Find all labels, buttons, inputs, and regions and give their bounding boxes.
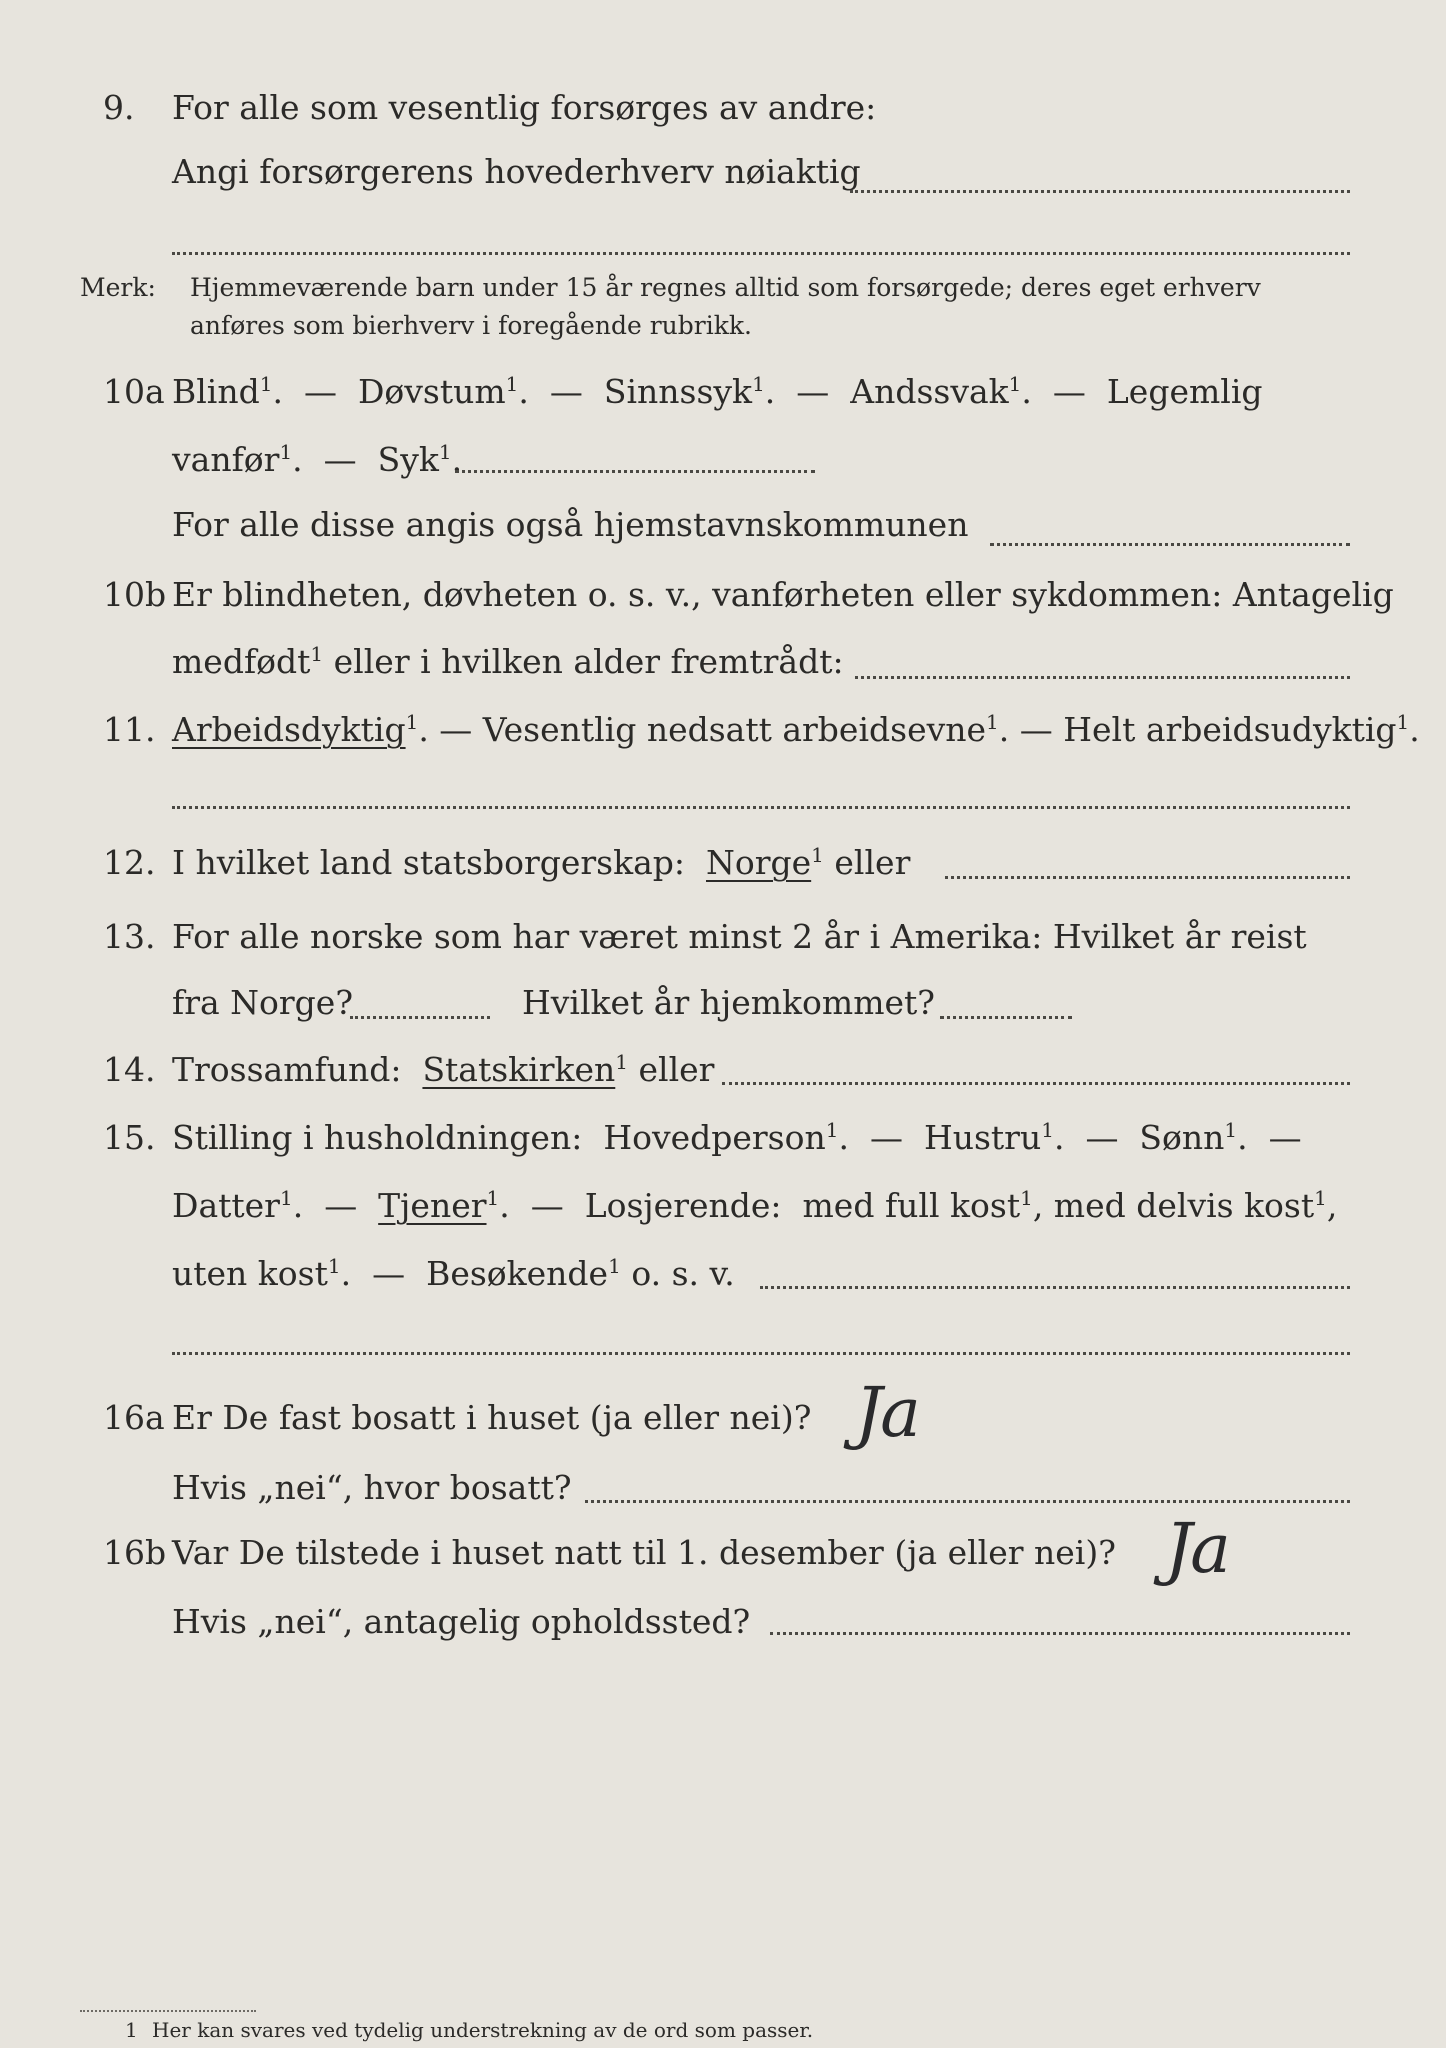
q10b-number: 10b bbox=[103, 575, 167, 614]
q16b-handwritten-answer[interactable]: Ja bbox=[1165, 1510, 1229, 1589]
footnote-mark: 1 bbox=[125, 2018, 138, 2042]
option-nedsatt[interactable]: Vesentlig nedsatt arbeidsevne bbox=[482, 710, 987, 749]
q13-hjemkommet: Hvilket år hjemkommet? bbox=[522, 983, 935, 1022]
q10b-alder: eller i hvilken alder fremtrådt: bbox=[333, 642, 844, 681]
merk-label: Merk: bbox=[80, 273, 156, 302]
q15-answer-line-2[interactable] bbox=[172, 1352, 1350, 1355]
option-datter[interactable]: Datter bbox=[172, 1186, 280, 1225]
q16b-answer-line[interactable] bbox=[770, 1632, 1350, 1635]
q13-reist: fra Norge? bbox=[172, 983, 354, 1022]
q12-answer-line[interactable] bbox=[945, 876, 1350, 879]
option-besokende[interactable]: Besøkende bbox=[426, 1254, 609, 1293]
q15-answer-line-1[interactable] bbox=[760, 1286, 1350, 1289]
option-arbeidsdyktig[interactable]: Arbeidsdyktig bbox=[172, 710, 406, 749]
q13-reist-answer[interactable] bbox=[350, 1016, 490, 1019]
q12-eller: eller bbox=[834, 843, 911, 882]
q15-number: 15. bbox=[103, 1118, 156, 1157]
q9-prompt: Angi forsørgerens hovederhverv nøiaktig bbox=[172, 152, 861, 191]
q14-answer-line[interactable] bbox=[722, 1082, 1350, 1085]
option-medfodt[interactable]: medfødt bbox=[172, 642, 311, 681]
option-dovstum[interactable]: Døvstum bbox=[357, 372, 506, 411]
q10a-answer-line-1[interactable] bbox=[455, 470, 815, 473]
q15-losjerende: Losjerende: bbox=[584, 1186, 782, 1225]
q10a-hjemstavn: For alle disse angis også hjemstavnskommunen bbox=[172, 505, 969, 544]
q15-text: Stilling i husholdningen: bbox=[172, 1118, 583, 1157]
q11-number: 11. bbox=[103, 710, 156, 749]
q10a-options: Blind$^1$. — Døvstum$^1$. — Sinnssyk$^1$. — Andssvak$^1$. — Legemlig bbox=[172, 372, 1263, 411]
option-sinnssyk[interactable]: Sinnssyk bbox=[603, 372, 753, 411]
q16a-handwritten-answer[interactable]: Ja bbox=[855, 1374, 919, 1453]
q15-osv: o. s. v. bbox=[631, 1254, 735, 1293]
q16b-text: Var De tilstede i huset natt til 1. desember (ja eller nei)? bbox=[172, 1533, 1116, 1572]
q14-eller: eller bbox=[638, 1050, 715, 1089]
q13-number: 13. bbox=[103, 917, 156, 956]
option-hovedperson[interactable]: Hovedperson bbox=[603, 1118, 826, 1157]
option-hustru[interactable]: Hustru bbox=[923, 1118, 1042, 1157]
q11-answer-line[interactable] bbox=[172, 806, 1350, 809]
option-tjener[interactable]: Tjener bbox=[378, 1186, 487, 1225]
q11-options: Arbeidsdyktig$^1$. — Vesentlig nedsatt arbeidsevne$^1$. — Helt arbeidsudyktig$^1$. bbox=[172, 710, 1420, 749]
merk-line1: Hjemmeværende barn under 15 år regnes alltid som forsørgede; deres eget erhverv bbox=[190, 273, 1261, 302]
q9-number: 9. bbox=[103, 88, 135, 127]
footnote-rule bbox=[80, 2010, 256, 2012]
q10a-answer-line-2[interactable] bbox=[990, 543, 1350, 546]
q16a-number: 16a bbox=[103, 1398, 165, 1437]
q13-hjemkommet-answer[interactable] bbox=[940, 1016, 1072, 1019]
q16b-opholdssted: Hvis „nei“, antagelig opholdssted? bbox=[172, 1602, 751, 1641]
option-andssvak[interactable]: Andssvak bbox=[850, 372, 1009, 411]
q9-text: For alle som vesentlig forsørges av andre: bbox=[172, 88, 877, 127]
q16a-text: Er De fast bosatt i huset (ja eller nei)? bbox=[172, 1398, 812, 1437]
q12-text: I hvilket land statsborgerskap: bbox=[172, 843, 686, 882]
option-norge[interactable]: Norge bbox=[706, 843, 812, 882]
q12-number: 12. bbox=[103, 843, 156, 882]
option-full-kost[interactable]: med full kost bbox=[802, 1186, 1021, 1225]
option-statskirken[interactable]: Statskirken bbox=[422, 1050, 616, 1089]
option-vanfor[interactable]: vanfør bbox=[172, 440, 280, 479]
option-uten-kost[interactable]: uten kost bbox=[172, 1254, 328, 1293]
merk-line2: anføres som bierhverv i foregående rubrikk. bbox=[190, 311, 752, 340]
q16a-bosatt: Hvis „nei“, hvor bosatt? bbox=[172, 1468, 572, 1507]
q10a-number: 10a bbox=[103, 372, 165, 411]
q14-text: Trossamfund: bbox=[172, 1050, 402, 1089]
option-syk[interactable]: Syk bbox=[377, 440, 439, 479]
option-sonn[interactable]: Sønn bbox=[1139, 1118, 1225, 1157]
footnote-text: Her kan svares ved tydelig understrekning av de ord som passer. bbox=[152, 2018, 814, 2042]
q9-answer-line-2[interactable] bbox=[172, 252, 1350, 255]
q13-text: For alle norske som har været minst 2 år i Amerika: Hvilket år reist bbox=[172, 917, 1307, 956]
q16a-answer-line[interactable] bbox=[585, 1500, 1350, 1503]
option-legemlig[interactable]: Legemlig bbox=[1106, 372, 1263, 411]
q10b-answer-line[interactable] bbox=[855, 676, 1350, 679]
q14-number: 14. bbox=[103, 1050, 156, 1089]
q9-answer-line-1[interactable] bbox=[850, 190, 1350, 193]
census-form-page: 9. For alle som vesentlig forsørges av andre: Angi forsørgerens hovederhverv nøiaktig Merk: Hjemmeværende barn under 15 år regnes alltid som forsørgede; deres eget erhverv anføres som bierhverv i foregående rubrikk. 10a Blind$^1$. — Døvstum$^1$. — Sinnssyk$^1$. — Andssvak$^1$. — Legemlig vanfør$^1$. — Syk$^1$. For alle disse angis også hjemstavnskommunen 10b Er blindheten, døvheten o. s. v., vanførheten eller sykdommen: Antagelig medfødt$^1$ eller i hvilken alder fremtrådt: 11. Arbeidsdyktig$^1$. — Vesentlig nedsatt arbeidsevne$^1$. — Helt arbeidsudyktig$^1$. 12. I hvilket land statsborgerskap: Norge$^1$ eller 13. For alle norske som har været minst 2 år i Amerika: Hvilket år reist fra Norge? Hvilket år hjemkommet? 14. Trossamfund: Statskirken$^1$ eller 15. Stilling i husholdningen: Hovedperson$^1$. — Hustru$^1$. — Sønn$^1$. — Datter$^1$. — Tjener$^1$. — Losjerende: med full kost$^1$, med delvis kost$^1$, uten kost$^1$. — Besøkende$^1$ o. s. v. 16a Er De fast bosatt i huset (ja eller nei)? Ja Hvis „nei“, hvor bosatt? 16b Var De tilstede i huset natt til 1. desember (ja eller nei)? Ja Hvis „nei“, antagelig opholdssted? 1 Her kan svares ved tydelig understrekning av de ord som passer. bbox=[80, 88, 1420, 2042]
option-delvis-kost[interactable]: med delvis kost bbox=[1053, 1186, 1315, 1225]
q16b-number: 16b bbox=[103, 1533, 167, 1572]
option-blind[interactable]: Blind bbox=[172, 372, 260, 411]
q10b-text: Er blindheten, døvheten o. s. v., vanførheten eller sykdommen: Antagelig bbox=[172, 575, 1394, 614]
option-udyktig[interactable]: Helt arbeidsudyktig bbox=[1063, 710, 1397, 749]
